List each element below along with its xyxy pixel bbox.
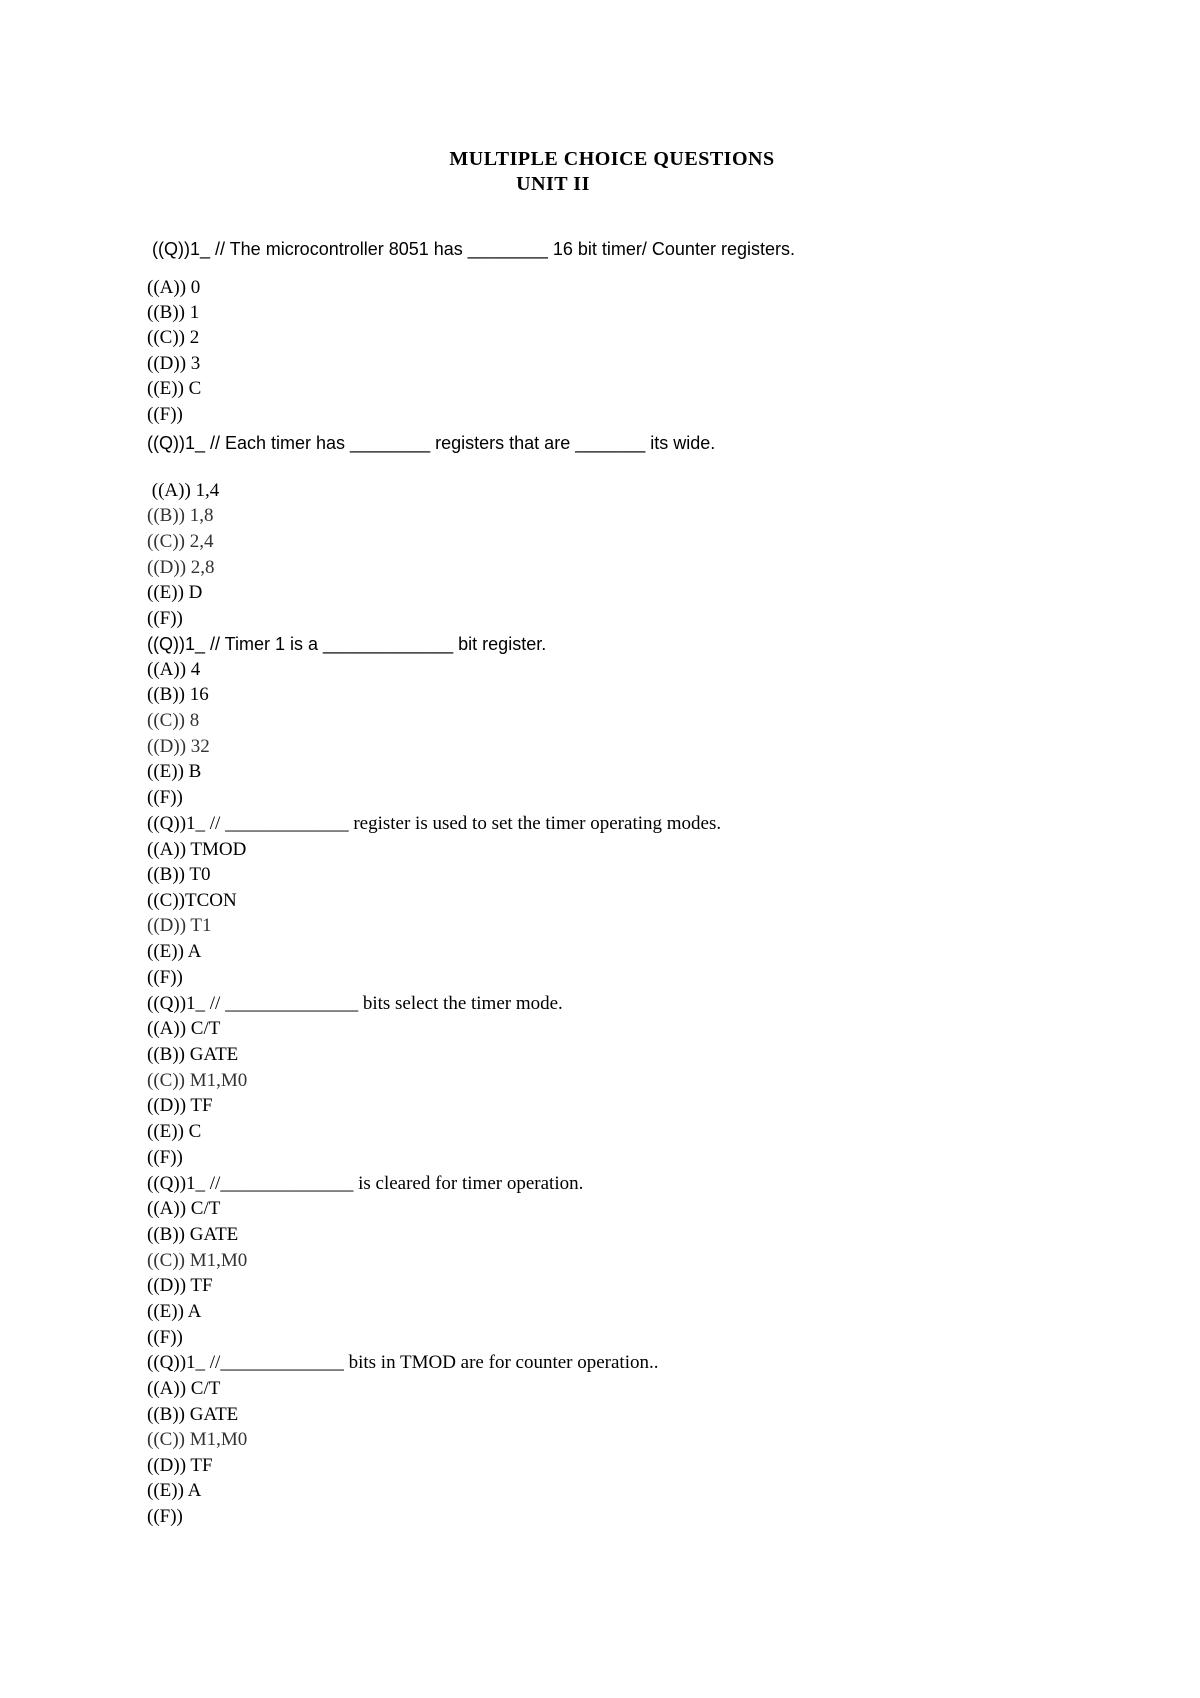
option-a: ((A)) 0 [147, 277, 201, 298]
option-f: ((F)) [147, 1506, 183, 1527]
page-title: MULTIPLE CHOICE QUESTIONS [449, 148, 775, 170]
option-d: ((D)) T1 [147, 915, 212, 936]
option-d: ((D)) 3 [147, 353, 201, 374]
option-f: ((F)) [147, 404, 183, 425]
option-b: ((B)) 16 [147, 684, 209, 705]
option-a: ((A)) 4 [147, 659, 201, 680]
option-d: ((D)) 2,8 [147, 557, 215, 578]
option-c: ((C)) M1,M0 [147, 1250, 248, 1271]
option-a: ((A)) TMOD [147, 839, 247, 860]
option-a: ((A)) C/T [147, 1198, 221, 1219]
option-f: ((F)) [147, 1327, 183, 1348]
option-d: ((D)) 32 [147, 736, 210, 757]
option-f: ((F)) [147, 608, 183, 629]
option-e: ((E)) A [147, 1480, 202, 1501]
question-stem: ((Q))1_ // _____________ register is used to set the timer operating modes. [147, 813, 722, 834]
question-stem: ((Q))1_ // ______________ bits select the timer mode. [147, 993, 563, 1014]
option-b: ((B)) 1,8 [147, 505, 214, 526]
option-a: ((A)) 1,4 [147, 480, 220, 501]
option-e: ((E)) A [147, 941, 202, 962]
option-f: ((F)) [147, 1147, 183, 1168]
option-c: ((C)) M1,M0 [147, 1070, 248, 1091]
option-b: ((B)) GATE [147, 1404, 239, 1425]
option-a: ((A)) C/T [147, 1378, 221, 1399]
question-stem: ((Q))1_ // Each timer has ________ registers that are _______ its wide. [147, 433, 716, 453]
option-e: ((E)) C [147, 1121, 202, 1142]
option-c: ((C)) 2,4 [147, 531, 214, 552]
option-f: ((F)) [147, 787, 183, 808]
option-c: ((C)) 2 [147, 327, 200, 348]
option-e: ((E)) B [147, 761, 202, 782]
option-e: ((E)) A [147, 1301, 202, 1322]
option-c: ((C)) M1,M0 [147, 1429, 248, 1450]
page-subtitle: UNIT II [516, 173, 590, 195]
option-f: ((F)) [147, 967, 183, 988]
option-b: ((B)) 1 [147, 302, 200, 323]
question-stem: ((Q))1_ // Timer 1 is a _____________ bit register. [147, 634, 547, 654]
option-c: ((C)) 8 [147, 710, 200, 731]
option-d: ((D)) TF [147, 1095, 213, 1116]
option-e: ((E)) D [147, 582, 203, 603]
option-a: ((A)) C/T [147, 1018, 221, 1039]
question-stem: ((Q))1_ // The microcontroller 8051 has ________ 16 bit timer/ Counter registers. [147, 239, 795, 259]
option-b: ((B)) GATE [147, 1224, 239, 1245]
option-b: ((B)) T0 [147, 864, 211, 885]
question-stem: ((Q))1_ //______________ is cleared for timer operation. [147, 1173, 584, 1194]
question-stem: ((Q))1_ //_____________ bits in TMOD are for counter operation.. [147, 1352, 659, 1373]
option-d: ((D)) TF [147, 1455, 213, 1476]
option-e: ((E)) C [147, 378, 202, 399]
option-b: ((B)) GATE [147, 1044, 239, 1065]
option-d: ((D)) TF [147, 1275, 213, 1296]
option-c: ((C))TCON [147, 890, 237, 911]
